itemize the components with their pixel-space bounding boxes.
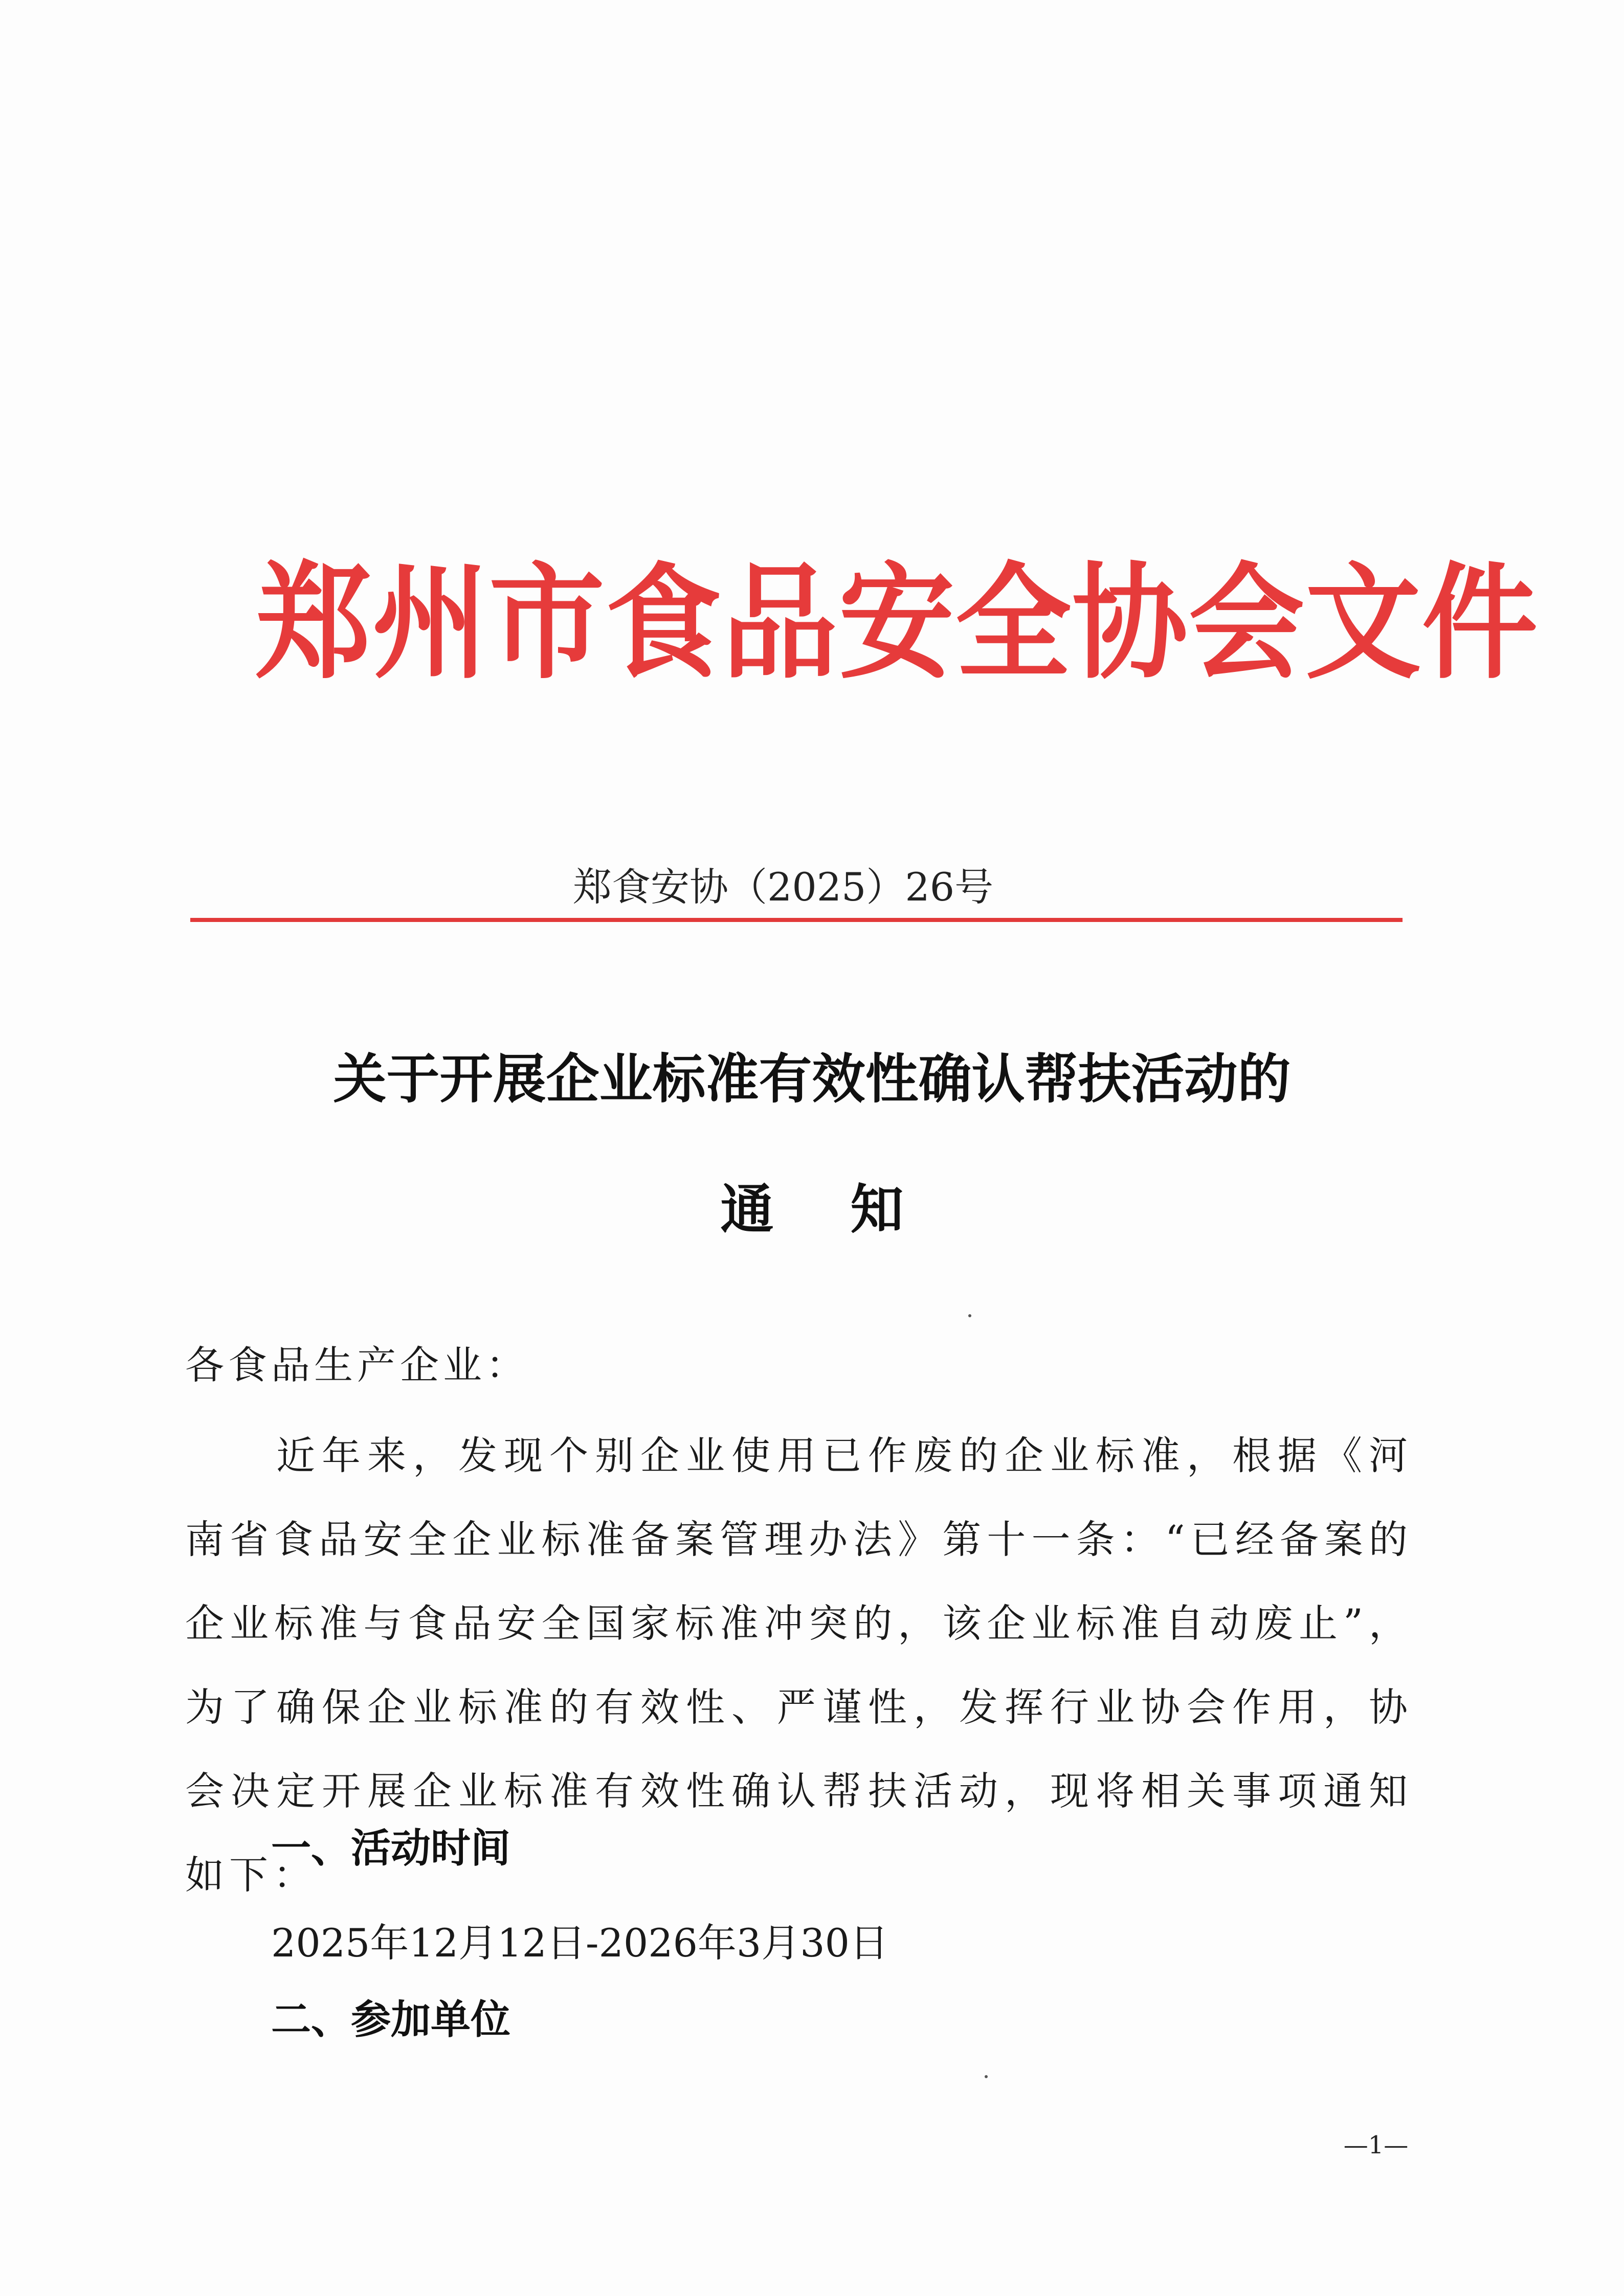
scan-speck	[985, 2075, 988, 2078]
document-number: 郑食安协（2025）26号	[573, 864, 994, 910]
red-divider-line	[190, 918, 1403, 922]
body-paragraph: 近年来，发现个别企业使用已作废的企业标准，根据《河南省食品安全企业标准备案管理办法》第十一条：“已经备案的企业标准与食品安全国家标准冲突的，该企业标准自动废止”，为了确保企业标准的有效性、严谨性，发挥行业协会作用，协会决定开展企业标准有效性确认帮扶活动，现将相关事项通知如下：	[185, 1433, 1413, 1898]
scan-speck	[968, 1314, 971, 1317]
section-content-activity-time: 2025年12月12日-2026年3月30日	[271, 1920, 888, 1966]
salutation: 各食品生产企业：	[185, 1342, 529, 1388]
section-heading-activity-time: 一、活动时间	[271, 1826, 511, 1872]
issuer-header-title: 郑州市食品安全协会文件	[256, 551, 1539, 696]
page-number: —1—	[1343, 2131, 1409, 2159]
notice-title-line-1: 关于开展企业标准有效性确认帮扶活动的	[333, 1047, 1291, 1110]
section-heading-participants: 二、参加单位	[271, 1997, 511, 2043]
notice-title-line-2: 通知	[720, 1178, 981, 1241]
